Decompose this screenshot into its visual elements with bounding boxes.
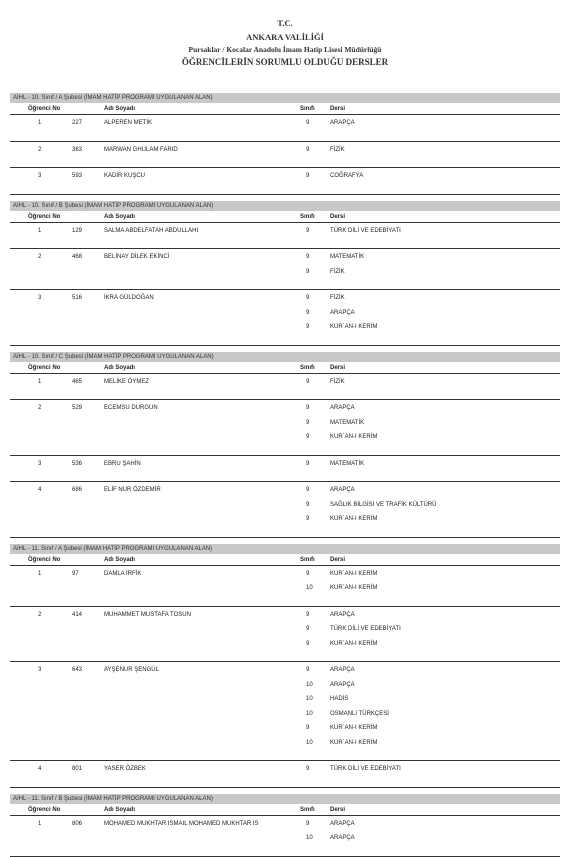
course-name: FİZİK: [330, 295, 345, 301]
column-header-course: Dersi: [330, 806, 346, 813]
student-row-number: 3: [38, 173, 42, 179]
student-number: 227: [72, 120, 83, 126]
student-number: 97: [72, 570, 79, 577]
course-grade: 9: [306, 640, 310, 647]
course-name: ARAPÇA: [330, 309, 355, 316]
student-row-number: 2: [38, 254, 42, 260]
row-divider: [10, 537, 560, 538]
course-name: COĞRAFYA: [330, 173, 364, 179]
course-name: ARAPÇA: [330, 667, 355, 673]
column-header-course: Dersi: [330, 106, 346, 112]
student-row-number: 1: [38, 378, 42, 385]
student-name: MELİKE ÖYMEZ: [104, 378, 150, 385]
section-title: AİHL - 11. Sınıf / B Şubesi (İMAM HATİP PROGRAMI UYGULANAN ALAN): [10, 794, 560, 804]
column-header-row: [0, 104, 570, 114]
column-header-name: Adı Soyadı: [104, 213, 136, 220]
student-name: ALPEREN METİK: [104, 120, 153, 126]
course-grade: 9: [306, 460, 310, 467]
course-grade: 9: [306, 611, 310, 618]
course-name: FİZİK: [330, 268, 345, 275]
row-divider: [10, 141, 560, 142]
course-name: TÜRK DİLİ VE EDEBİYATI: [330, 766, 401, 772]
student-number: 363: [72, 146, 83, 153]
course-name: MATEMATİK: [330, 254, 365, 260]
student-number: 801: [72, 766, 83, 772]
section-title: AİHL - 10. Sınıf / B Şubesi (İMAM HATİP PROGRAMI UYGULANAN ALAN): [10, 201, 560, 211]
column-header-name: Adı Soyadı: [104, 106, 136, 112]
course-name: KUR`AN-I KERİM: [330, 739, 378, 746]
column-header-row: [0, 363, 570, 373]
student-number: 468: [72, 254, 83, 260]
column-header-course: Dersi: [330, 556, 346, 563]
student-number: 536: [72, 460, 83, 467]
row-divider: [10, 399, 560, 400]
student-name: SALMA ABDELFATAH ABDULLAHI: [104, 227, 199, 234]
column-header-row: [0, 555, 570, 565]
student-row-number: 1: [38, 570, 42, 577]
header-line-1: T.C.: [277, 18, 293, 28]
student-name: EBRU ŞAHİN: [104, 460, 141, 467]
column-header-grade: Sınıfı: [300, 806, 315, 813]
student-row-number: 1: [38, 820, 42, 827]
student-row-number: 2: [38, 146, 42, 153]
row-divider: [10, 248, 560, 249]
course-name: FİZİK: [330, 378, 345, 385]
course-grade: 9: [306, 268, 310, 275]
column-header-name: Adı Soyadı: [104, 364, 136, 371]
column-header-no: Öğrenci No: [28, 556, 61, 563]
course-grade: 9: [306, 405, 310, 411]
header-rule: [10, 222, 560, 223]
column-header-course: Dersi: [330, 364, 346, 371]
course-grade: 9: [306, 766, 310, 772]
course-grade: 9: [306, 626, 310, 632]
course-grade: 9: [306, 227, 310, 234]
course-name: MATEMATİK: [330, 460, 365, 467]
header-governorship: ANKARA VALİLİĞİ: [246, 32, 324, 42]
student-number: 414: [72, 611, 83, 618]
course-grade: 9: [306, 309, 310, 316]
course-grade: 9: [306, 487, 310, 493]
column-header-grade: Sınıfı: [300, 364, 315, 371]
row-divider: [10, 856, 560, 857]
course-name: ARAPÇA: [330, 120, 355, 126]
student-name: AYŞENUR ŞENGÜL: [104, 667, 159, 673]
column-header-no: Öğrenci No: [28, 106, 61, 112]
student-number: 643: [72, 667, 83, 673]
course-grade: 10: [306, 739, 313, 746]
student-number: 529: [72, 405, 83, 411]
header-rule: [10, 114, 560, 115]
course-name: KUR`AN-I KERİM: [330, 516, 378, 522]
course-name: KUR`AN-I KERİM: [330, 585, 378, 591]
course-name: ARAPÇA: [330, 405, 355, 411]
student-number: 129: [72, 227, 83, 234]
course-name: SAĞLIK BİLGİSİ VE TRAFİK KÜLTÜRÜ: [330, 501, 437, 508]
student-number: 686: [72, 487, 83, 493]
row-divider: [10, 606, 560, 607]
student-name: DAMLA İRFİK: [104, 570, 142, 577]
course-grade: 10: [306, 696, 313, 702]
column-header-grade: Sınıfı: [300, 213, 315, 220]
course-name: KUR`AN-I KERİM: [330, 725, 378, 731]
row-divider: [10, 345, 560, 346]
course-name: TÜRK DİLİ VE EDEBİYATI: [330, 227, 401, 234]
column-header-name: Adı Soyadı: [104, 556, 136, 563]
course-name: KUR`AN-I KERİM: [330, 434, 378, 440]
column-header-no: Öğrenci No: [28, 213, 61, 220]
row-divider: [10, 194, 560, 195]
header-rule: [10, 373, 560, 374]
row-divider: [10, 455, 560, 456]
student-row-number: 3: [38, 460, 42, 467]
header-school: Pursaklar / Kocalar Anadolu İmam Hatip Lisesi Müdürlüğü: [188, 45, 382, 54]
course-name: ARAPÇA: [330, 681, 355, 688]
column-header-row: [0, 805, 570, 815]
course-grade: 9: [306, 501, 310, 508]
student-row-number: 4: [38, 487, 42, 493]
student-name: BELİNAY DİLEK EKİNCİ: [104, 254, 170, 260]
course-grade: 9: [306, 324, 310, 330]
section-title: AİHL - 10. Sınıf / A Şubesi (İMAM HATİP PROGRAMI UYGULANAN ALAN): [10, 93, 560, 103]
column-header-grade: Sınıfı: [300, 556, 315, 563]
course-grade: 10: [306, 681, 313, 688]
course-grade: 9: [306, 667, 310, 673]
course-name: KUR`AN-I KERİM: [330, 640, 378, 647]
column-header-course: Dersi: [330, 213, 346, 220]
section-title: AİHL - 10. Sınıf / C Şubesi (İMAM HATİP PROGRAMI UYGULANAN ALAN): [10, 352, 560, 362]
course-grade: 9: [306, 146, 310, 153]
row-divider: [10, 760, 560, 761]
section-title: AİHL - 11. Sınıf / A Şubesi (İMAM HATİP PROGRAMI UYGULANAN ALAN): [10, 544, 560, 554]
course-name: OSMANLI TÜRKÇESİ: [330, 710, 389, 717]
row-divider: [10, 289, 560, 290]
student-name: MUHAMMET MUSTAFA TOSUN: [104, 611, 191, 618]
student-name: MARWAN GHULAM FARID: [104, 146, 178, 153]
course-name: ARAPÇA: [330, 835, 355, 841]
student-row-number: 2: [38, 611, 42, 618]
course-name: KUR`AN-I KERİM: [330, 324, 378, 330]
course-name: FİZİK: [330, 146, 345, 153]
student-name: ELİF NUR ÖZDEMİR: [104, 487, 161, 493]
student-number: 465: [72, 378, 83, 385]
student-number: 806: [72, 820, 83, 827]
header-rule: [10, 815, 560, 816]
course-name: ARAPÇA: [330, 611, 355, 618]
column-header-row: [0, 212, 570, 222]
header-rule: [10, 565, 560, 566]
course-grade: 9: [306, 295, 310, 301]
student-row-number: 3: [38, 667, 42, 673]
course-grade: 9: [306, 570, 310, 577]
column-header-no: Öğrenci No: [28, 364, 61, 371]
row-divider: [10, 787, 560, 788]
course-grade: 9: [306, 254, 310, 260]
course-name: HADİS: [330, 696, 349, 702]
student-name: İKRA GÜLDOĞAN: [104, 295, 154, 301]
course-name: ARAPÇA: [330, 820, 355, 827]
student-name: KADİR KUŞCU: [104, 173, 146, 179]
column-header-name: Adı Soyadı: [104, 806, 136, 813]
course-grade: 10: [306, 835, 313, 841]
course-grade: 9: [306, 419, 310, 426]
student-row-number: 3: [38, 295, 42, 301]
student-name: ECEMSU DURGUN: [104, 405, 158, 411]
student-row-number: 1: [38, 120, 42, 126]
row-divider: [10, 661, 560, 662]
course-name: ARAPÇA: [330, 487, 355, 493]
student-row-number: 2: [38, 405, 42, 411]
course-grade: 9: [306, 434, 310, 440]
student-row-number: 4: [38, 766, 42, 772]
row-divider: [10, 167, 560, 168]
course-grade: 9: [306, 516, 310, 522]
course-grade: 9: [306, 120, 310, 126]
student-number: 516: [72, 295, 83, 301]
course-grade: 9: [306, 725, 310, 731]
course-grade: 9: [306, 820, 310, 827]
student-name: YASER ÖZBEK: [104, 766, 146, 772]
course-grade: 9: [306, 378, 310, 385]
course-grade: 9: [306, 173, 310, 179]
column-header-grade: Sınıfı: [300, 106, 315, 112]
page-title: ÖĞRENCİLERİN SORUMLU OLDUĞU DERSLER: [181, 57, 389, 67]
course-grade: 10: [306, 585, 313, 591]
course-name: KUR`AN-I KERİM: [330, 570, 378, 577]
row-divider: [10, 481, 560, 482]
student-number: 593: [72, 173, 83, 179]
course-name: MATEMATİK: [330, 419, 365, 426]
student-name: MOHAMED MUKHTAR ISMAIL MOHAMED MUKHTAR IS: [104, 820, 259, 827]
student-row-number: 1: [38, 227, 42, 234]
column-header-no: Öğrenci No: [28, 806, 61, 813]
course-grade: 10: [306, 710, 313, 717]
course-name: TÜRK DİLİ VE EDEBİYATI: [330, 626, 401, 632]
